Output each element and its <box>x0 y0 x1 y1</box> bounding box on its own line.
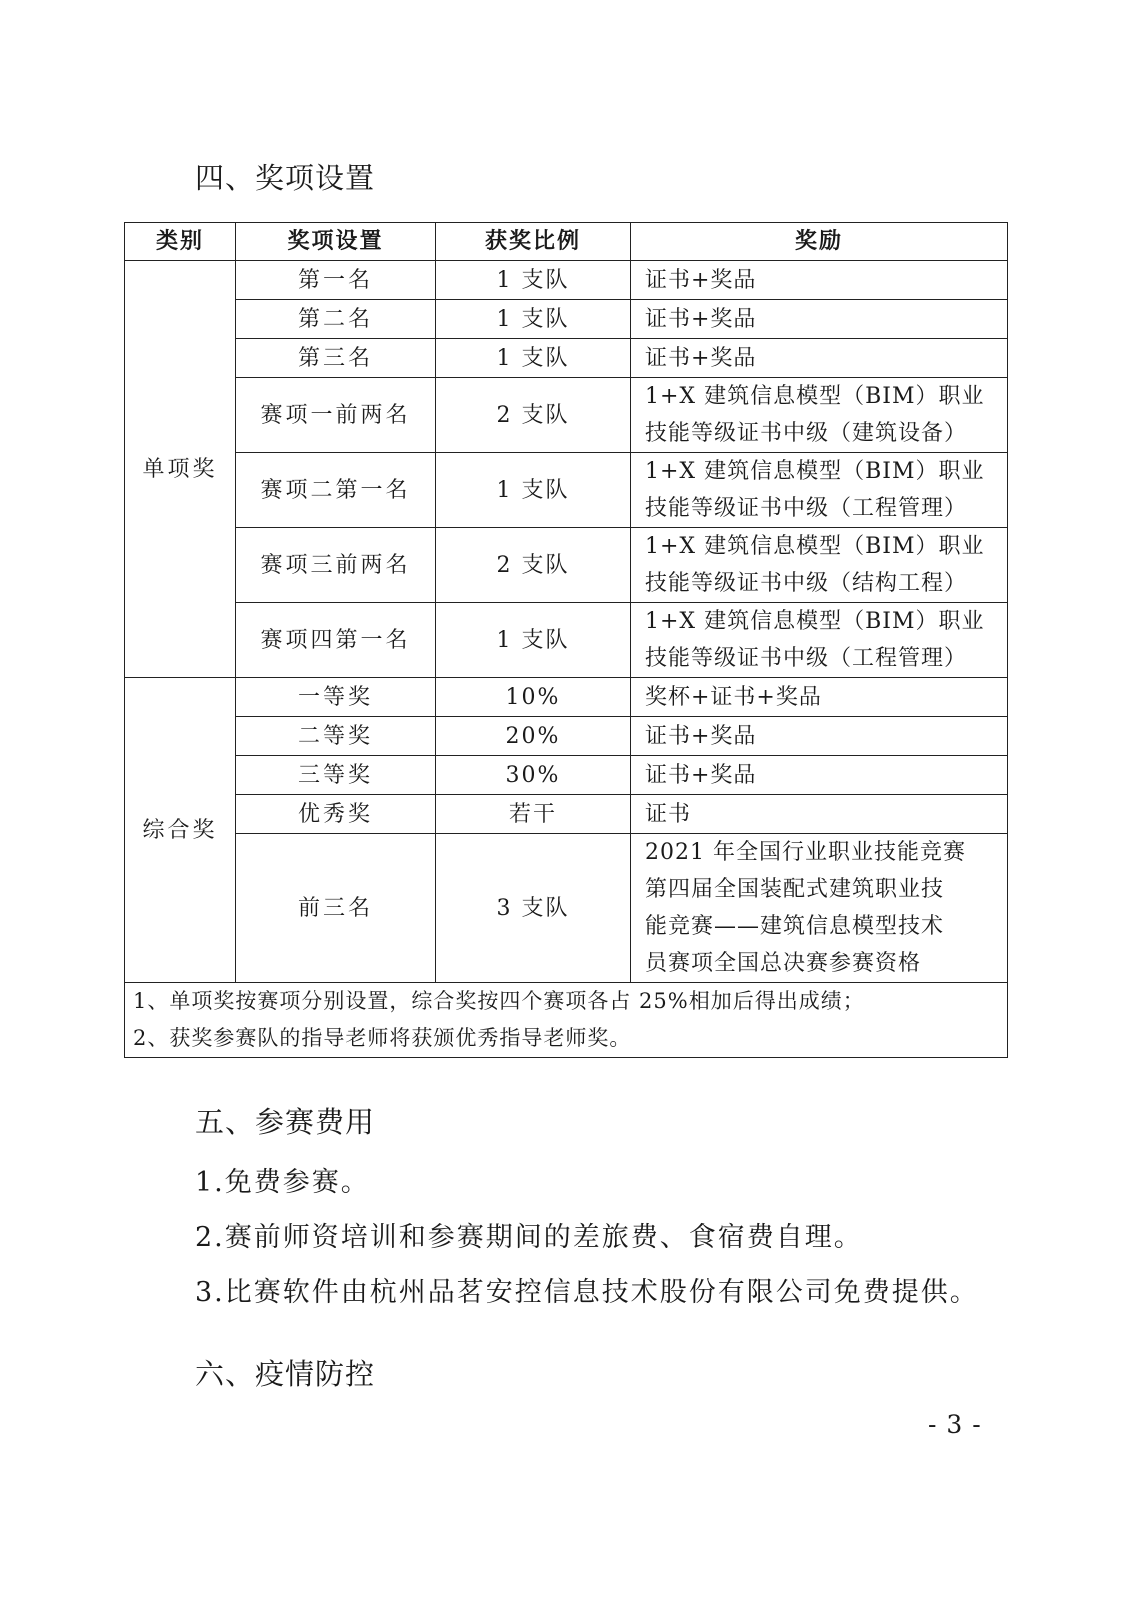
award-cell: 二等奖 <box>236 717 436 756</box>
table-row <box>125 453 1008 528</box>
note-1: 1、单项奖按赛项分别设置，综合奖按四个赛项各占 25%相加后得出成绩； <box>133 989 865 1013</box>
section-heading-epidemic: 六、疫情防控 <box>195 1357 376 1391</box>
table-notes-row <box>125 983 1008 1058</box>
table-row <box>125 378 1008 453</box>
table-row <box>125 717 1008 756</box>
reward-cell: 1+X 建筑信息模型（BIM）职业 技能等级证书中级（工程管理） <box>631 453 1008 528</box>
award-cell: 第二名 <box>236 300 436 339</box>
table-row <box>125 603 1008 678</box>
table-notes <box>125 983 1008 1058</box>
award-cell: 三等奖 <box>236 756 436 795</box>
category-single: 单项奖 <box>125 261 236 678</box>
header-ratio: 获奖比例 <box>436 223 631 261</box>
reward-cell: 1+X 建筑信息模型（BIM）职业 技能等级证书中级（结构工程） <box>631 528 1008 603</box>
header-award: 奖项设置 <box>236 223 436 261</box>
reward-cell: 1+X 建筑信息模型（BIM）职业 技能等级证书中级（建筑设备） <box>631 378 1008 453</box>
ratio-cell: 20% <box>436 717 631 756</box>
ratio-cell: 3 支队 <box>436 834 631 983</box>
ratio-cell: 1 支队 <box>436 603 631 678</box>
reward-cell: 证书+奖品 <box>631 756 1008 795</box>
ratio-cell: 1 支队 <box>436 261 631 300</box>
ratio-cell: 2 支队 <box>436 528 631 603</box>
award-cell: 优秀奖 <box>236 795 436 834</box>
reward-cell: 证书+奖品 <box>631 717 1008 756</box>
award-cell: 第三名 <box>236 339 436 378</box>
note-2: 2、获奖参赛队的指导老师将获颁优秀指导老师奖。 <box>133 1026 632 1050</box>
header-category: 类别 <box>125 223 236 261</box>
fee-item-2: 2.赛前师资培训和参赛期间的差旅费、食宿费自理。 <box>195 1222 863 1253</box>
reward-cell: 奖杯+证书+奖品 <box>631 678 1008 717</box>
table-row <box>125 834 1008 983</box>
award-cell: 赛项四第一名 <box>236 603 436 678</box>
ratio-cell: 若干 <box>436 795 631 834</box>
reward-cell: 证书+奖品 <box>631 300 1008 339</box>
reward-cell: 证书 <box>631 795 1008 834</box>
table-row <box>125 756 1008 795</box>
awards-table <box>124 222 1008 1058</box>
award-cell: 赛项三前两名 <box>236 528 436 603</box>
reward-cell: 证书+奖品 <box>631 339 1008 378</box>
section-heading-awards: 四、奖项设置 <box>195 161 376 195</box>
award-cell: 赛项二第一名 <box>236 453 436 528</box>
table-header-row <box>125 223 1008 261</box>
reward-cell: 证书+奖品 <box>631 261 1008 300</box>
table-row <box>125 339 1008 378</box>
award-cell: 一等奖 <box>236 678 436 717</box>
ratio-cell: 1 支队 <box>436 453 631 528</box>
ratio-cell: 1 支队 <box>436 339 631 378</box>
category-comprehensive: 综合奖 <box>125 678 236 983</box>
page-number: - 3 - <box>928 1410 982 1439</box>
ratio-cell: 30% <box>436 756 631 795</box>
reward-cell: 2021 年全国行业职业技能竞赛 第四届全国装配式建筑职业技 能竞赛——建筑信息模型技术 员赛项全国总决赛参赛资格 <box>631 834 1008 983</box>
fee-item-1: 1.免费参赛。 <box>195 1167 370 1198</box>
fee-item-3: 3.比赛软件由杭州品茗安控信息技术股份有限公司免费提供。 <box>195 1277 979 1308</box>
table-row <box>125 300 1008 339</box>
reward-cell: 1+X 建筑信息模型（BIM）职业 技能等级证书中级（工程管理） <box>631 603 1008 678</box>
table-row <box>125 795 1008 834</box>
ratio-cell: 2 支队 <box>436 378 631 453</box>
award-cell: 前三名 <box>236 834 436 983</box>
ratio-cell: 1 支队 <box>436 300 631 339</box>
award-cell: 赛项一前两名 <box>236 378 436 453</box>
header-reward: 奖励 <box>631 223 1008 261</box>
table-row <box>125 528 1008 603</box>
ratio-cell: 10% <box>436 678 631 717</box>
section-heading-fees: 五、参赛费用 <box>195 1105 376 1139</box>
table-row <box>125 678 1008 717</box>
award-cell: 第一名 <box>236 261 436 300</box>
table-row <box>125 261 1008 300</box>
